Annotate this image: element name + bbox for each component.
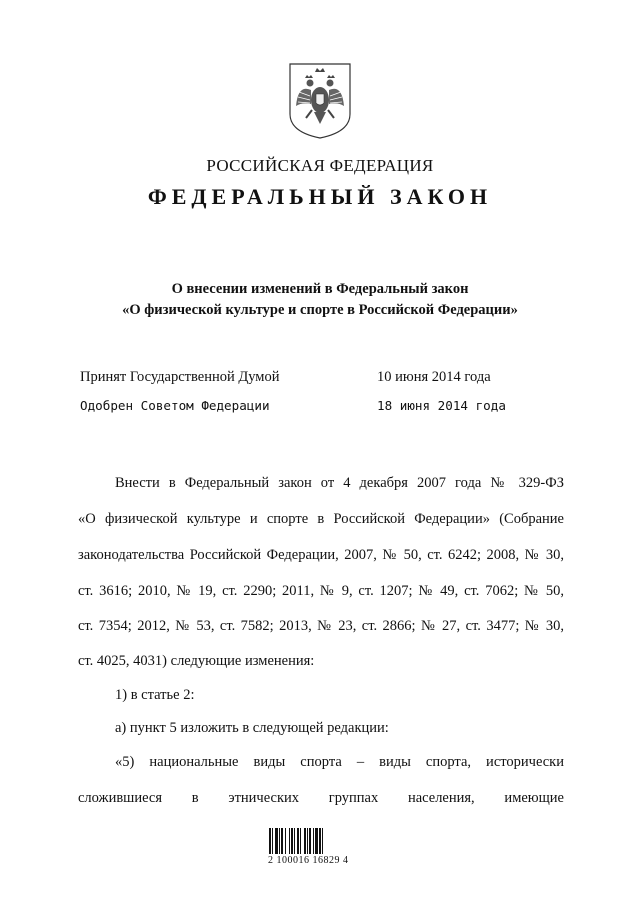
coat-of-arms-emblem xyxy=(288,62,352,140)
law-title-line: «О физической культуре и спорте в Российской Федерации» xyxy=(122,302,518,318)
body-line: сложившиеся в этнических группах населения, имеющие xyxy=(78,790,564,806)
barcode xyxy=(268,828,348,854)
body-line: ст. 7354; 2012, № 53, ст. 7582; 2013, № 23, ст. 2866; № 27, ст. 3477; № 30, xyxy=(78,618,564,634)
council-label: Одобрен Советом Федерации xyxy=(80,398,270,413)
law-title xyxy=(0,279,640,321)
body-line: ст. 3616; 2010, № 19, ст. 2290; 2011, № 9, ст. 1207; № 49, ст. 7062; № 50, xyxy=(78,583,564,599)
list-item-article: 1) в статье 2: xyxy=(115,687,195,703)
body-line: ст. 4025, 4031) следующие изменения: xyxy=(78,653,315,669)
duma-date: 10 июня 2014 года xyxy=(377,369,491,385)
law-title-line: О внесении изменений в Федеральный закон xyxy=(171,281,469,297)
list-item-point: а) пункт 5 изложить в следующей редакции: xyxy=(115,720,389,736)
document-type-heading: ФЕДЕРАЛЬНЫЙ ЗАКОН xyxy=(147,184,493,209)
duma-label: Принят Государственной Думой xyxy=(80,369,280,385)
body-line: «О физической культуре и спорте в Российской Федерации» (Собрание xyxy=(78,511,564,527)
barcode-number: 2 100016 16829 4 xyxy=(268,855,349,866)
country-heading: РОССИЙСКАЯ ФЕДЕРАЦИЯ xyxy=(206,156,434,175)
body-line: «5) национальные виды спорта – виды спорта, исторически xyxy=(115,754,564,770)
body-line: законодательства Российской Федерации, 2007, № 50, ст. 6242; 2008, № 30, xyxy=(78,547,564,563)
body-line: Внести в Федеральный закон от 4 декабря 2007 года № 329-ФЗ xyxy=(115,475,564,491)
council-date: 18 июня 2014 года xyxy=(377,398,506,413)
